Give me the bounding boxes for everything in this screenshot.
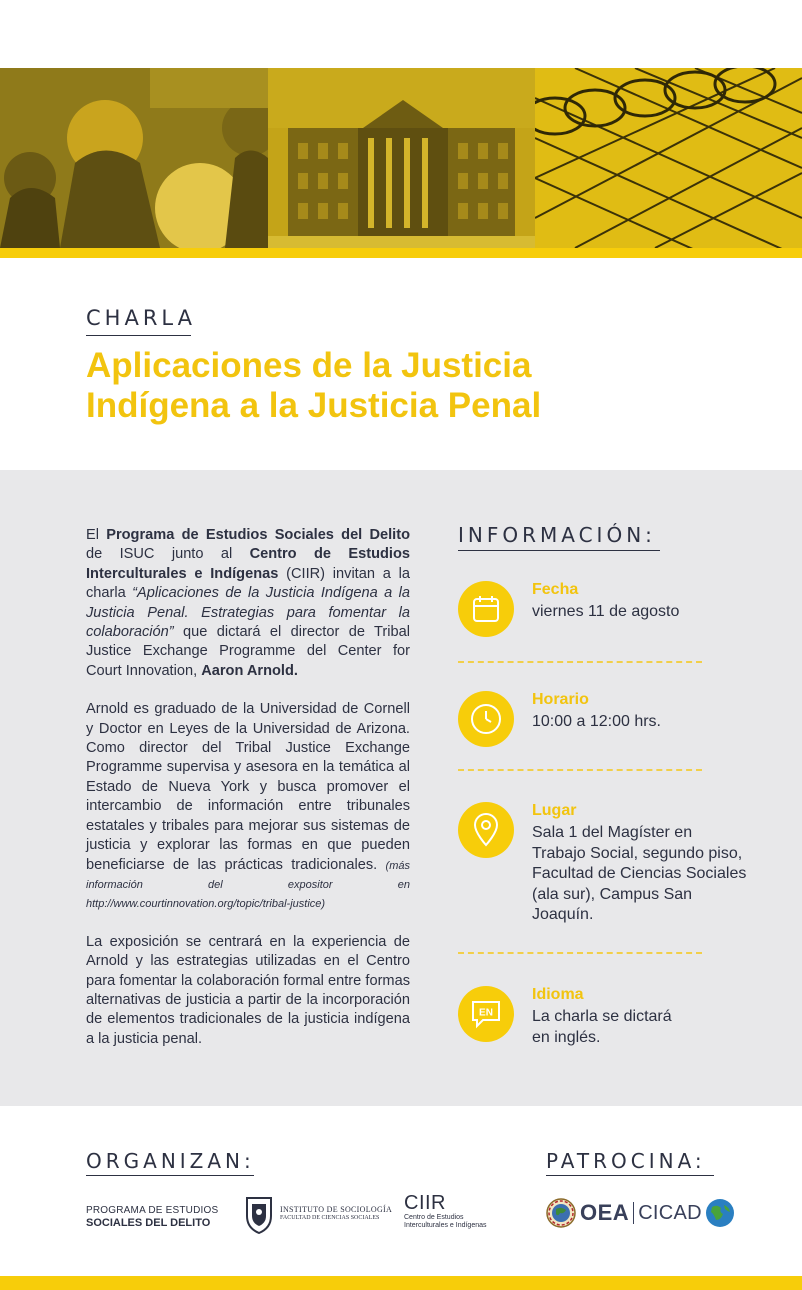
- clock-icon: [458, 691, 514, 747]
- info-divider: [458, 769, 702, 771]
- header-banner: [0, 68, 802, 248]
- info-heading: INFORMACIÓN:: [458, 523, 656, 547]
- oea-emblem-icon: [546, 1198, 576, 1228]
- language-chat-icon: [458, 986, 514, 1042]
- language-label: Idioma: [532, 986, 584, 1003]
- calendar-icon: [458, 581, 514, 637]
- info-divider: [458, 661, 702, 663]
- sponsor-underline: [546, 1175, 714, 1176]
- globe-icon: [705, 1198, 735, 1228]
- sponsor-heading: PATROCINA:: [546, 1149, 706, 1173]
- language-value: La charla se dictará en inglés.: [532, 1008, 672, 1046]
- speaker-info-note: (más información del expositor en http://www.courtinnovation.org/topic/tribal-justice): [86, 859, 410, 911]
- program-name: Programa de Estudios Sociales del Delito: [106, 527, 411, 543]
- time-label: Horario: [532, 691, 589, 708]
- kicker-underline: [86, 335, 191, 336]
- cicad-wordmark: CICAD: [638, 1201, 702, 1224]
- logo-oea-cicad: [546, 1196, 735, 1230]
- place-value: Sala 1 del Magíster en Trabajo Social, segundo piso, Facultad de Ciencias Sociales (ala sur), Campus San Joaquín.: [532, 824, 747, 923]
- event-description: [86, 526, 410, 1068]
- banner-photo-barbed-wire: [535, 68, 802, 248]
- footer-accent-stripe: [0, 1276, 802, 1290]
- logo-separator: [633, 1202, 634, 1224]
- organizers-heading: ORGANIZAN:: [86, 1149, 255, 1173]
- info-divider: [458, 952, 702, 954]
- location-pin-icon: [458, 802, 514, 858]
- banner-photo-courthouse: [268, 68, 535, 248]
- logo-instituto-sociologia: INSTITUTO DE SOCIOLOGÍA FACULTAD DE CIENCIAS SOCIALES: [244, 1192, 392, 1236]
- logo-ciir: CIIR Centro de Estudios Interculturales e Indígenas: [404, 1192, 487, 1229]
- description-paragraph-2: Arnold es graduado de la Universidad de Cornell y Doctor en Leyes de la Universidad de Arizona. Como director del Tribal Justice Exchange Programme supervisa y asesora en la temática al Estado de Nueva York y busca promover el intercambio de información entre tribunales estatales y tribales para mejorar sus sistemas de justicia y explorar las formas en que pueden beneficiarse de las prácticas tradicionales. (más información del expositor en http://www.courtinnovation.org/topic/tribal-justice): [86, 701, 410, 911]
- place-label: Lugar: [532, 802, 577, 819]
- banner-accent-stripe: [0, 248, 802, 258]
- university-crest-icon: [244, 1194, 274, 1234]
- center-name: Centro de Estudios Interculturales e Indígenas: [86, 546, 410, 582]
- language-badge: EN: [479, 1007, 493, 1019]
- event-title-line2: Indígena a la Justicia Penal: [86, 386, 542, 425]
- date-label: Fecha: [532, 581, 579, 598]
- event-type-kicker: CHARLA: [86, 306, 196, 330]
- talk-full-title: “Aplicaciones de la Justicia Indígena a la Justicia Penal. Estrategias para fomentar la colaboración”: [86, 585, 410, 641]
- banner-photo-people: [0, 68, 268, 248]
- info-heading-underline: [458, 550, 660, 551]
- event-title: [86, 346, 706, 426]
- logo-programa-estudios-sociales-delito: PROGRAMA DE ESTUDIOS SOCIALES DEL DELITO: [86, 1205, 219, 1229]
- time-value: 10:00 a 12:00 hrs.: [532, 713, 661, 730]
- event-title-line1: Aplicaciones de la Justicia: [86, 346, 532, 385]
- organizers-underline: [86, 1175, 254, 1176]
- description-paragraph-3: La exposición se centrará en la experiencia de Arnold y las estrategias utilizadas en el Centro para fomentar la colaboración formal entre formas alternativas de justicia a partir de la incorporación de elementos tradicionales de la justicia indígena a la justicia penal.: [86, 933, 410, 1047]
- oea-wordmark: OEA: [580, 1200, 630, 1225]
- description-paragraph-1: El Programa de Estudios Sociales del Delito de ISUC junto al Centro de Estudios Interculturales e Indígenas (CIIR) invitan a la charla “Aplicaciones de la Justicia Indígena a la Justicia Penal. Estrategias para fomentar la colaboración” que dictará el director de Tribal Justice Exchange Programme del Center for Court Innovation, Aaron Arnold.: [86, 527, 411, 679]
- date-value: viernes 11 de agosto: [532, 603, 680, 620]
- speaker-name: Aaron Arnold.: [201, 662, 298, 679]
